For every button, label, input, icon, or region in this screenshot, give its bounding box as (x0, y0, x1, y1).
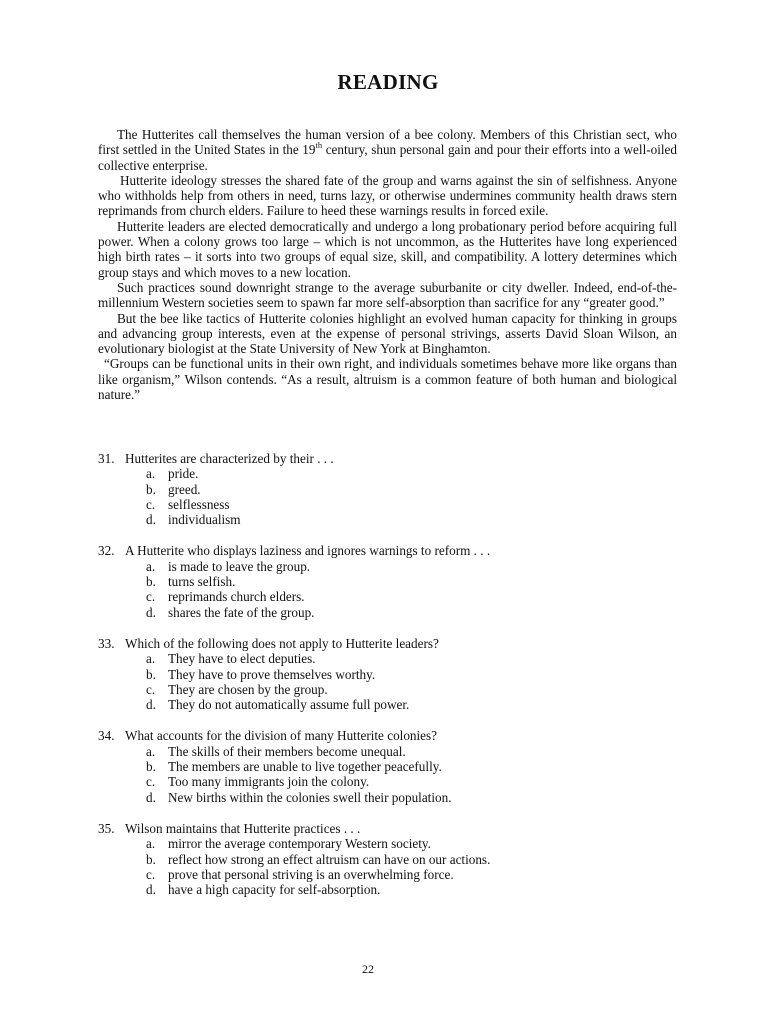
passage-paragraph: “Groups can be functional units in their own right, and individuals sometimes behave more like organs than like organism,” Wilson contends. “As a result, altruism is a common feature of both human and biological nature.” (98, 356, 677, 403)
question-text: Which of the following does not apply to Hutterite leaders? (125, 635, 439, 651)
page-number: 22 (362, 962, 374, 976)
page-title: READING (337, 70, 439, 94)
question-text: Wilson maintains that Hutterite practices . . . (125, 820, 361, 836)
passage-paragraph: The Hutterites call themselves the human version of a bee colony. Members of this Christian sect, who first settled in the United States in the 19th century, shun personal gain and pour their efforts into a well-oiled collective enterprise. (98, 127, 677, 173)
passage-paragraph: But the bee like tactics of Hutterite colonies highlight an evolved human capacity for thinking in groups and advancing group interests, even at the expense of personal strivings, asserts David Sloan Wilson, an evolutionary biologist at the State University of New York at Binghamton. (98, 310, 677, 357)
question-31 (98, 451, 678, 527)
passage-paragraph: Hutterite ideology stresses the shared fate of the group and warns against the sin of selfishness. Anyone who withholds help from others in need, turns lazy, or otherwise undermines community health draws stern reprimands from church elders. Failure to heed these warnings results in forced exile. (98, 172, 677, 219)
question-35 (98, 821, 678, 897)
answer-option[interactable]: a. They have to elect deputies. (146, 651, 316, 667)
question-number: 32. (98, 543, 115, 559)
reading-passage (98, 127, 677, 402)
answer-option[interactable]: a. mirror the average contemporary Western society. (146, 836, 431, 852)
answer-option[interactable]: b. turns selfish. (146, 574, 236, 590)
answer-option[interactable]: c. reprimands church elders. (146, 589, 305, 605)
answer-option[interactable]: b. The members are unable to live together peacefully. (146, 759, 442, 775)
answer-option[interactable]: d. They do not automatically assume full power. (146, 697, 410, 713)
superscript: th (315, 139, 323, 150)
question-stem (98, 451, 678, 466)
question-stem (98, 636, 678, 651)
answer-option[interactable]: c. Too many immigrants join the colony. (146, 774, 370, 790)
answer-option[interactable]: a. The skills of their members become unequal. (146, 743, 406, 759)
question-number: 33. (98, 635, 115, 651)
answer-option[interactable]: d. have a high capacity for self-absorption. (146, 882, 381, 898)
question-stem (98, 728, 678, 743)
passage-paragraph: Hutterite leaders are elected democratically and undergo a long probationary period before acquiring full power. When a colony grows too large – which is not uncommon, as the Hutterites have long experienced high birth rates – it sorts into two groups of equal size, skill, and compatibility. A lottery determines which group stays and which moves to a new location. (98, 218, 677, 280)
question-stem (98, 543, 678, 558)
answer-option[interactable]: a. is made to leave the group. (146, 558, 311, 574)
answer-option[interactable]: d. individualism (146, 512, 241, 528)
question-33 (98, 636, 678, 712)
question-number: 35. (98, 820, 115, 836)
question-32 (98, 543, 678, 619)
answer-option[interactable]: a. pride. (146, 466, 199, 482)
answer-option[interactable]: b. reflect how strong an effect altruism can have on our actions. (146, 851, 491, 867)
question-stem (98, 821, 678, 836)
answer-option[interactable]: c. They are chosen by the group. (146, 681, 328, 697)
passage-paragraph: Such practices sound downright strange to the average suburbanite or city dweller. Indeed, end-of-the-millennium Western societies seem to spawn far more self-absorption than sacrifice for any “greater good.” (98, 279, 677, 311)
question-list (98, 451, 678, 913)
question-text: Hutterites are characterized by their . . . (125, 451, 334, 466)
answer-option[interactable]: b. They have to prove themselves worthy. (146, 666, 376, 682)
question-number: 31. (98, 451, 115, 466)
question-number: 34. (98, 728, 115, 744)
answer-option[interactable]: d. New births within the colonies swell their population. (146, 789, 452, 805)
answer-option[interactable]: d. shares the fate of the group. (146, 604, 315, 620)
answer-option[interactable]: b. greed. (146, 481, 201, 497)
question-text: A Hutterite who displays laziness and ignores warnings to reform . . . (125, 543, 491, 559)
answer-option[interactable]: c. prove that personal striving is an overwhelming force. (146, 866, 454, 882)
question-34 (98, 728, 678, 804)
question-text: What accounts for the division of many Hutterite colonies? (125, 728, 438, 744)
answer-option[interactable]: c. selflessness (146, 496, 230, 512)
